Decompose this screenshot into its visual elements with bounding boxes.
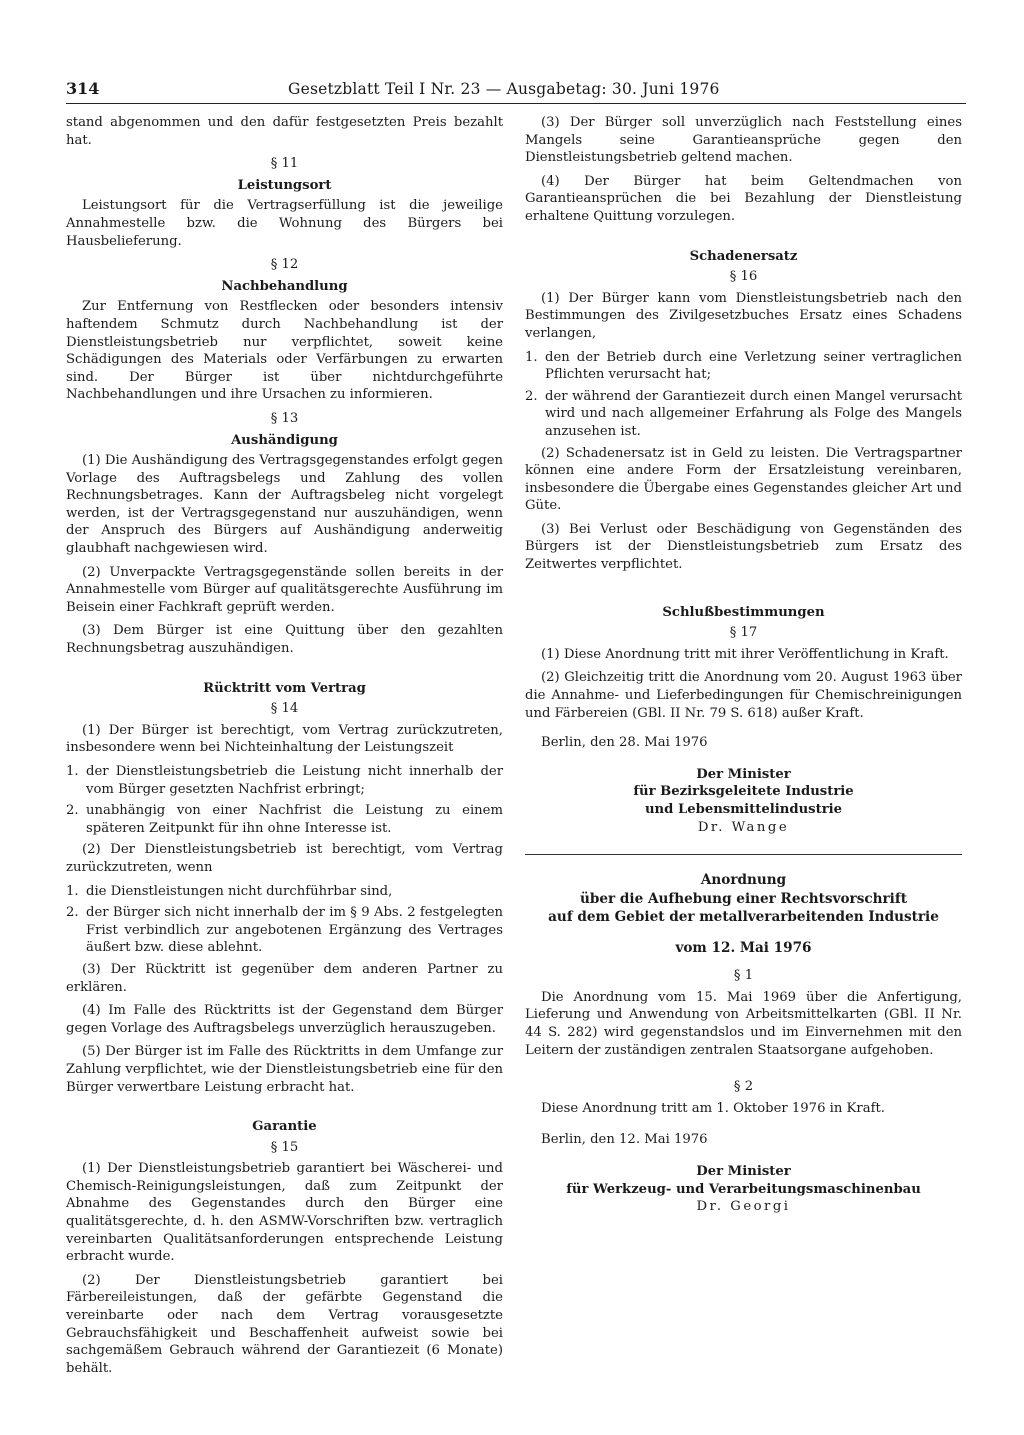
section-17-number: § 17 [729, 625, 758, 641]
header-title: Gesetzblatt Teil I Nr. 23 — Ausgabetag: 30. Juni 1976 [288, 80, 720, 98]
section-12-heading: Nachbehandlung [221, 278, 348, 294]
section-15-number: § 15 [270, 1139, 299, 1155]
section-17-heading: Schlußbestimmungen [662, 604, 825, 620]
section-14-paragraph-3: (3) Der Rücktritt ist gegenüber dem anderen Partner zu erklären. [66, 961, 503, 995]
section-13-heading: Aushändigung [231, 432, 338, 448]
left-column [66, 114, 503, 1383]
section-13-number: § 13 [270, 410, 299, 426]
section-15-paragraph-1: (1) Der Dienstleistungsbetrieb garantiert bei Wäscherei- und Chemisch-Reinigungsleistungen, daß zum Zeitpunkt der Abnahme des Gegenstandes durch den Bürger eine qualitätsgerechte, d. h. den ASMW-Vorschriften bzw. vertraglich vereinbarten Qualitätsanforderungen entsprechende Leistung erbracht wurde. [66, 1161, 503, 1265]
signature-name-1: Dr. Wange [697, 819, 790, 835]
ordinance-title-2: über die Aufhebung einer Rechtsvorschrift [580, 890, 907, 907]
signature-title-1: Der Minister [696, 766, 791, 782]
list-item: 1. die Dienstleistungen nicht durchführbar sind, [66, 883, 393, 899]
section-11-heading: Leistungsort [237, 177, 332, 193]
page-header [66, 78, 966, 100]
section-16-heading: Schadenersatz [689, 248, 798, 264]
right-column [525, 114, 962, 1216]
section-14-paragraph-5: (5) Der Bürger ist im Falle des Rücktritts in dem Umfange zur Zahlung verpflichtet, wie der Dienstleistungsbetrieb eine für den Bürger verwertbare Leistung erbracht hat. [66, 1044, 503, 1095]
signature-title-2: Der Minister [696, 1163, 791, 1179]
section-12-number: § 12 [270, 257, 299, 273]
section-15-paragraph-4: (4) Der Bürger hat beim Geltendmachen von Garantieansprüchen die bei Bezahlung der Dienstleistung erhaltene Quittung vorzulegen. [525, 173, 962, 224]
ordinance-section-2-text: Diese Anordnung tritt am 1. Oktober 1976 in Kraft. [541, 1100, 885, 1116]
page-number: 314 [66, 79, 100, 98]
continued-text: stand abgenommen und den dafür festgesetzten Preis bezahlt hat. [66, 115, 503, 148]
section-14-paragraph-1: (1) Der Bürger ist berechtigt, vom Vertrag zurückzutreten, insbesondere wenn bei Nichteinhaltung der Leistungszeit [66, 722, 503, 756]
signature-name-2: Dr. Georgi [696, 1199, 791, 1215]
ordinance-date: vom 12. Mai 1976 [675, 939, 812, 956]
list-item: 1. der Dienstleistungsbetrieb die Leistung nicht innerhalb der vom Bürger gesetzten Nachfrist erbringt; [66, 764, 503, 797]
list-item: 1. den der Betrieb durch eine Verletzung seiner vertraglichen Pflichten verursacht hat; [525, 349, 962, 383]
ordinance-title-3: auf dem Gebiet der metallverarbeitenden Industrie [548, 909, 939, 926]
section-14-number: § 14 [270, 701, 299, 717]
section-14-paragraph-4: (4) Im Falle des Rücktritts ist der Gegenstand dem Bürger gegen Vorlage des Auftragsbelegs unverzüglich herauszugeben. [66, 1003, 503, 1036]
section-divider [525, 854, 962, 855]
section-16-paragraph-1: (1) Der Bürger kann vom Dienstleistungsbetrieb nach den Bestimmungen des Zivilgesetzbuches Ersatz eines Schadens verlangen, [525, 290, 962, 341]
section-16-paragraph-2: (2) Schadenersatz ist in Geld zu leisten. Die Vertragspartner können eine andere Form der Ersatzleistung vereinbaren, insbesondere die Übergabe eines Gegenstandes gleicher Art und Güte. [525, 445, 962, 514]
section-13-paragraph-3: (3) Dem Bürger ist eine Quittung über den gezahlten Rechnungsbetrag auszuhändigen. [66, 623, 503, 657]
ordinance-section-1-text: Die Anordnung vom 15. Mai 1969 über die Anfertigung, Lieferung und Anwendung von Arbeitsmittelkarten (GBl. II Nr. 44 S. 282) wird gegenstandslos und im Einvernehmen mit den Leitern der zuständigen zentralen Staatsorgane aufgehoben. [525, 989, 962, 1058]
section-15-heading: Garantie [252, 1119, 317, 1135]
signature-ministry-1b: und Lebensmittelindustrie [644, 802, 843, 817]
section-16-number: § 16 [729, 269, 758, 285]
signature-date-2: Berlin, den 12. Mai 1976 [541, 1132, 708, 1148]
section-14-paragraph-2: (2) Der Dienstleistungsbetrieb ist berechtigt, vom Vertrag zurückzutreten, wenn [66, 842, 503, 875]
ordinance-section-2-number: § 2 [733, 1079, 754, 1095]
signature-ministry-2: für Werkzeug- und Verarbeitungsmaschinenbau [566, 1181, 921, 1197]
section-13-paragraph-1: (1) Die Aushändigung des Vertragsgegenstandes erfolgt gegen Vorlage des Auftragsbelegs und Zahlung des vollen Rechnungsbetrages. Kann der Auftragsbeleg nicht vorgelegt werden, ist der Vertragsgegenstand nur auszuhändigen, wenn der Anspruch des Bürgers auf Aushändigung anderweitig glaubhaft nachgewiesen wird. [66, 453, 503, 557]
header-rule [66, 103, 966, 104]
ordinance-title-1: Anordnung [700, 872, 787, 889]
section-11-text: Leistungsort für die Vertragserfüllung ist die jeweilige Annahmestelle bzw. die Wohnung des Bürgers bei Hausbelieferung. [66, 198, 503, 249]
section-17-paragraph-1: (1) Diese Anordnung tritt mit ihrer Veröffentlichung in Kraft. [541, 646, 949, 662]
signature-ministry-1a: für Bezirksgeleitete Industrie [633, 784, 854, 800]
list-item: 2. unabhängig von einer Nachfrist die Leistung zu einem späteren Zeitpunkt für ihn ohne Interesse ist. [66, 803, 503, 836]
section-15-paragraph-3: (3) Der Bürger soll unverzüglich nach Feststellung eines Mangels seine Garantieansprüche gegen den Dienstleistungsbetrieb geltend machen. [525, 115, 962, 166]
list-item: 2. der während der Garantiezeit durch einen Mangel verursacht wird und nach allgemeiner Erfahrung als Folge des Mangels anzusehen ist. [525, 388, 962, 439]
section-12-text: Zur Entfernung von Restflecken oder besonders intensiv haftendem Schmutz durch Nachbehandlung ist der Dienstleistungsbetrieb nur verpflichtet, soweit keine Schädigungen des Materials oder Verfärbungen zu erwarten sind. Der Bürger ist über nichtdurchgeführte Nachbehandlungen und ihre Ursachen zu informieren. [66, 299, 503, 403]
section-16-paragraph-3: (3) Bei Verlust oder Beschädigung von Gegenständen des Bürgers ist der Dienstleistungsbetrieb zum Ersatz des Zeitwertes verpflichtet. [525, 521, 962, 573]
section-13-paragraph-2: (2) Unverpackte Vertragsgegenstände sollen bereits in der Annahmestelle vom Bürger auf qualitätsgerechte Ausführung im Beisein einer Fachkraft geprüft werden. [66, 564, 503, 615]
list-item: 2. der Bürger sich nicht innerhalb der im § 9 Abs. 2 festgelegten Frist verbindlich zur angebotenen Ergänzung des Vertrages äußert bzw. diese ablehnt. [66, 905, 503, 956]
section-15-paragraph-2: (2) Der Dienstleistungsbetrieb garantiert bei Färbereileistungen, daß der gefärbte Gegenstand die vereinbarte oder nach dem Vertrag vorausgesetzte Gebrauchsfähigkeit und Beschaffenheit aufweist sowie bei sachgemäßem Gebrauch während der Garantiezeit (6 Monate) behält. [66, 1272, 503, 1376]
section-11-number: § 11 [270, 156, 299, 172]
section-14-heading: Rücktritt vom Vertrag [203, 680, 366, 696]
section-17-paragraph-2: (2) Gleichzeitig tritt die Anordnung vom 20. August 1963 über die Annahme- und Lieferbedingungen für Chemischreinigungen und Färbereien (GBl. II Nr. 79 S. 618) außer Kraft. [525, 670, 962, 721]
signature-date-1: Berlin, den 28. Mai 1976 [541, 735, 708, 751]
ordinance-section-1-number: § 1 [733, 968, 754, 984]
